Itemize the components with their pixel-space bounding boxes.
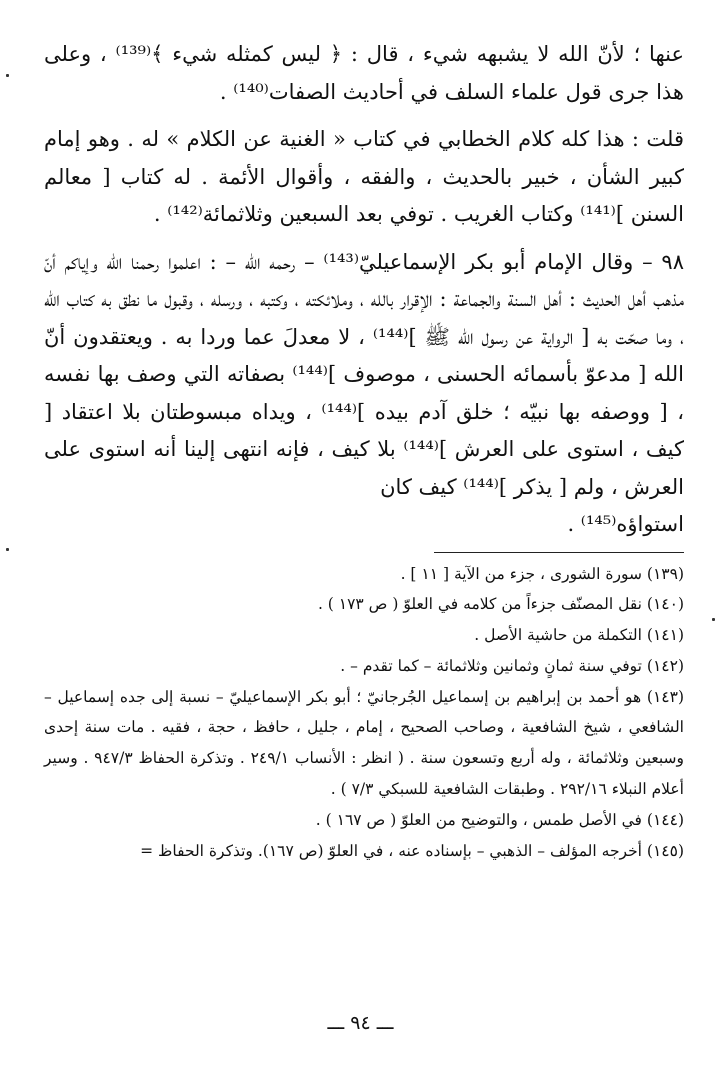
footnote-139: (١٣٩) سورة الشورى ، جزء من الآية [ ١١ ] . bbox=[400, 564, 684, 583]
footnote-143: (١٤٣) هو أحمد بن إبراهيم بن إسماعيل الجُرجانيّ ؛ أبو بكر الإسماعيليّ – نسبة إلى جده إسماعيل – الشافعي ، شيخ الشافعية ، وصاحب الصحيح ، إمام ، جليل ، حافظ ، حجة ، فقيه . مات سنة إحدى وسبعين وثلاثمائة ، وله أربع وتسعون سنة . ( انظر : الأنساب ٢٤٩/١ . وتذكرة الحفاظ ٩٤٧/٣ . وسير أعلام النبلاء ٢٩٢/١٦ . وطبقات الشافعية للسبكي ٧/٣ ) . bbox=[44, 687, 685, 799]
footnotes bbox=[44, 559, 684, 867]
body-paragraph-3-text: ٩٨ – وقال الإمام أبو بكر الإسماعيليّ⁽¹⁴³⁾ – رحمه الله – : اعلموا رحمنا الله وإياكم أنّ مذهب أهل الحديث : أهل السنة والجماعة : الإقرار بالله ، وملائكته ، وكتبه ، ورسله ، وقبول ما نطق به كتاب الله ، وما صحّت به [ الرواية عن رسول الله ﷺ ]⁽¹⁴⁴⁾ ، لا معدلَ عما وردا به . ويعتقدون أنّ الله [ مدعوّ بأسمائه الحسنى ، موصوف ]⁽¹⁴⁴⁾ بصفاته التي وصف بها نفسه ، [ ووصفه بها نبيّه ؛ خلق آدم بيده ]⁽¹⁴⁴⁾ ، ويداه مبسوطتان بلا اعتقاد [ كيف ، استوى على العرش ]⁽¹⁴⁴⁾ بلا كيف ، فإنه انتهى إلينا أنه استوى على العرش ، ولم [ يذكر ]⁽¹⁴⁴⁾ كيف كان bbox=[44, 249, 684, 499]
scan-speck bbox=[6, 548, 9, 551]
page-content bbox=[44, 36, 684, 866]
body-paragraph-3-last-line: استواؤه⁽¹⁴⁵⁾ . bbox=[567, 512, 684, 536]
body-paragraph-2: قلت : هذا كله كلام الخطابي في كتاب « الغنية عن الكلام » له . وهو إمام كبير الشأن ، خبير بالحديث ، والفقه ، وأقوال الأئمة . له كتاب [ معالم السنن ]⁽¹⁴¹⁾ وكتاب الغريب . توفي بعد السبعين وثلاثمائة⁽¹⁴²⁾ . bbox=[44, 127, 684, 226]
footnote-144: (١٤٤) في الأصل طمس ، والتوضيح من العلوّ ( ص ١٦٧ ) . bbox=[315, 810, 684, 829]
footnote-140: (١٤٠) نقل المصنّف جزءاً من كلامه في العلوّ ( ص ١٧٣ ) . bbox=[317, 595, 684, 614]
body-paragraph-3 bbox=[44, 244, 684, 544]
scan-speck bbox=[712, 618, 715, 621]
footnote-142: (١٤٢) توفي سنة ثمانٍ وثمانين وثلاثمائة – كما تقدم – . bbox=[340, 656, 684, 675]
scan-speck bbox=[6, 74, 9, 77]
page-number: ـــ ٩٤ ـــ bbox=[327, 1012, 394, 1034]
footnote-145: (١٤٥) أخرجه المؤلف – الذهبي – بإسناده عنه ، في العلوّ (ص ١٦٧). وتذكرة الحفاظ = bbox=[140, 841, 684, 860]
body-paragraph-1: عنها ؛ لأنّ الله لا يشبهه شيء ، قال : ﴿ ليس كمثله شيء ﴾⁽¹³⁹⁾ ، وعلى هذا جرى قول علماء السلف في أحاديث الصفات⁽¹⁴⁰⁾ . bbox=[44, 42, 684, 104]
footnote-separator bbox=[434, 552, 684, 553]
footnote-141: (١٤١) التكملة من حاشية الأصل . bbox=[474, 626, 684, 645]
